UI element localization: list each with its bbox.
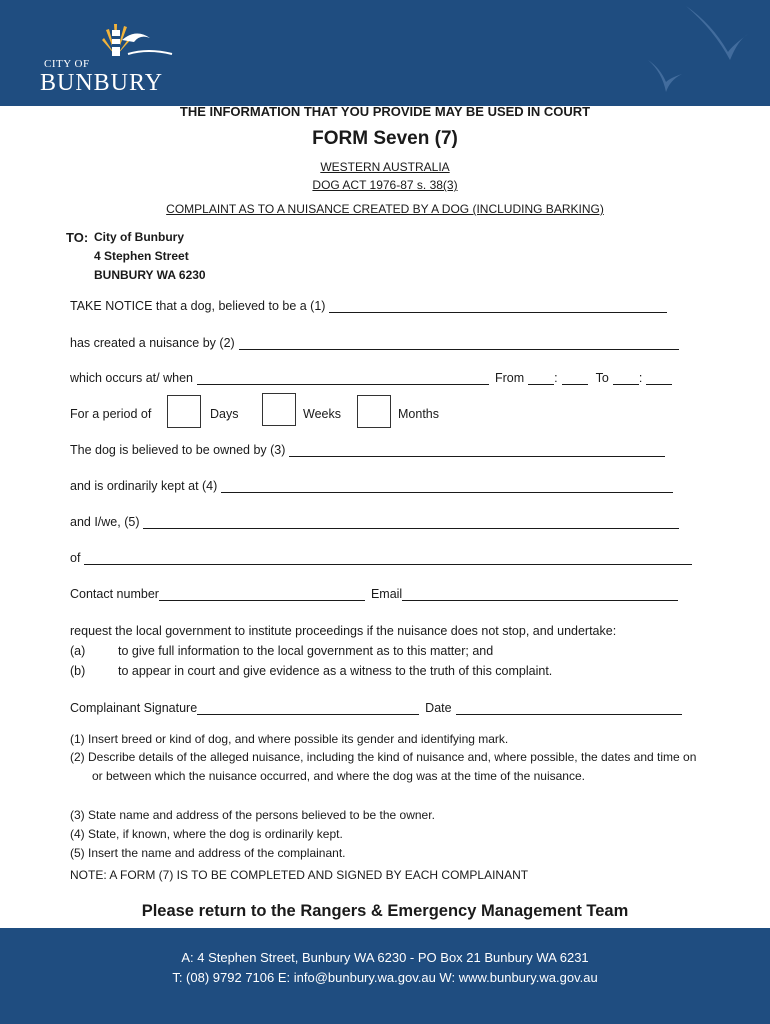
address-line-3: BUNBURY WA 6230 [94, 268, 206, 282]
note-4: (4) State, if known, where the dog is ordinarily kept. [70, 827, 343, 841]
note-2: (2) Describe details of the alleged nuisance, including the kind of nuisance and, where possible, the dates and time on or between which the nuisance occurred, and where the dog was at the time of the nuisance. [70, 750, 697, 783]
signature-label: Complainant Signature [70, 701, 198, 715]
contact-label: Contact number [70, 587, 159, 601]
to-time-label: To [595, 371, 609, 385]
to-colon: : [638, 371, 643, 385]
birds-watermark-icon [626, 0, 756, 106]
date-label: Date [425, 701, 452, 715]
undertake-intro: request the local government to institute proceedings if the nuisance does not stop, and undertake: [70, 624, 617, 638]
complainant-row [70, 515, 679, 529]
owner-field[interactable] [289, 443, 665, 457]
months-label: Months [398, 407, 439, 421]
owner-label: The dog is believed to be owned by (3) [70, 443, 286, 457]
address-line-2: 4 Stephen Street [94, 249, 189, 263]
from-colon: : [554, 371, 558, 385]
header-banner [0, 0, 770, 106]
complaint-text: COMPLAINT AS TO A NUISANCE CREATED BY A DOG (INCLUDING BARKING) [166, 202, 604, 216]
weeks-checkbox[interactable] [262, 393, 296, 426]
item-a-text: to give full information to the local government as to this matter; and [118, 644, 494, 658]
item-b-text: to appear in court and give evidence as a witness to the truth of this complaint. [118, 664, 553, 678]
address-line-1: City of Bunbury [94, 230, 184, 244]
days-checkbox[interactable] [167, 395, 201, 428]
kept-label: and is ordinarily kept at (4) [70, 479, 218, 493]
occurs-row [70, 371, 672, 385]
breed-field[interactable] [329, 299, 667, 313]
state-heading [0, 160, 770, 174]
item-a-label: (a) [70, 644, 86, 658]
note-3: (3) State name and address of the persons believed to be the owner. [70, 808, 435, 822]
occurs-label: which occurs at/ when [70, 371, 193, 385]
item-b-label: (b) [70, 664, 86, 678]
signature-field[interactable] [197, 701, 419, 715]
breed-label: TAKE NOTICE that a dog, believed to be a (1) [70, 299, 326, 313]
to-label: TO: [66, 230, 89, 245]
of-row [70, 551, 692, 565]
lighthouse-sunburst-icon [98, 20, 178, 60]
footer-banner [0, 928, 770, 1024]
from-minute-field[interactable] [562, 371, 588, 385]
to-hour-field[interactable] [613, 371, 639, 385]
weeks-label: Weeks [303, 407, 341, 421]
of-label: of [70, 551, 81, 565]
days-label: Days [210, 407, 239, 421]
signature-row [70, 701, 682, 715]
completion-notice: NOTE: A FORM (7) IS TO BE COMPLETED AND SIGNED BY EACH COMPLAINANT [70, 868, 529, 882]
state-text: WESTERN AUSTRALIA [320, 160, 450, 174]
to-minute-field[interactable] [646, 371, 672, 385]
contact-row [70, 587, 678, 601]
email-label: Email [370, 587, 403, 601]
kept-row [70, 479, 673, 493]
nuisance-label: has created a nuisance by (2) [70, 336, 235, 350]
logo-name-text: BUNBURY [40, 70, 164, 96]
footer-contact: T: (08) 9792 7106 E: info@bunbury.wa.gov.au W: www.bunbury.wa.gov.au [172, 970, 598, 985]
period-label: For a period of [70, 407, 152, 421]
complainant-label: and I/we, (5) [70, 515, 140, 529]
note-1: (1) Insert breed or kind of dog, and where possible its gender and identifying mark. [70, 732, 509, 746]
form-title: FORM Seven (7) [312, 128, 458, 149]
city-logo [36, 20, 186, 100]
complaint-heading [0, 202, 770, 216]
note-5: (5) Insert the name and address of the complainant. [70, 846, 346, 860]
months-checkbox[interactable] [357, 395, 391, 428]
breed-row [70, 299, 667, 313]
email-field[interactable] [402, 587, 678, 601]
from-hour-field[interactable] [528, 371, 554, 385]
contact-field[interactable] [159, 587, 365, 601]
from-label: From [494, 371, 525, 385]
nuisance-field[interactable] [239, 336, 679, 350]
date-field[interactable] [456, 701, 682, 715]
nuisance-row [70, 336, 679, 350]
act-heading [0, 178, 770, 192]
footer-address: A: 4 Stephen Street, Bunbury WA 6230 - PO Box 21 Bunbury WA 6231 [181, 950, 589, 965]
of-field[interactable] [84, 551, 692, 565]
logo-city-text: CITY OF [44, 58, 90, 70]
court-notice: THE INFORMATION THAT YOU PROVIDE MAY BE USED IN COURT [179, 104, 591, 119]
complainant-field[interactable] [143, 515, 679, 529]
occurs-field[interactable] [197, 371, 489, 385]
owner-row [70, 443, 665, 457]
kept-field[interactable] [221, 479, 673, 493]
act-text: DOG ACT 1976-87 s. 38(3) [312, 178, 458, 192]
return-instruction: Please return to the Rangers & Emergency Management Team [141, 902, 629, 920]
